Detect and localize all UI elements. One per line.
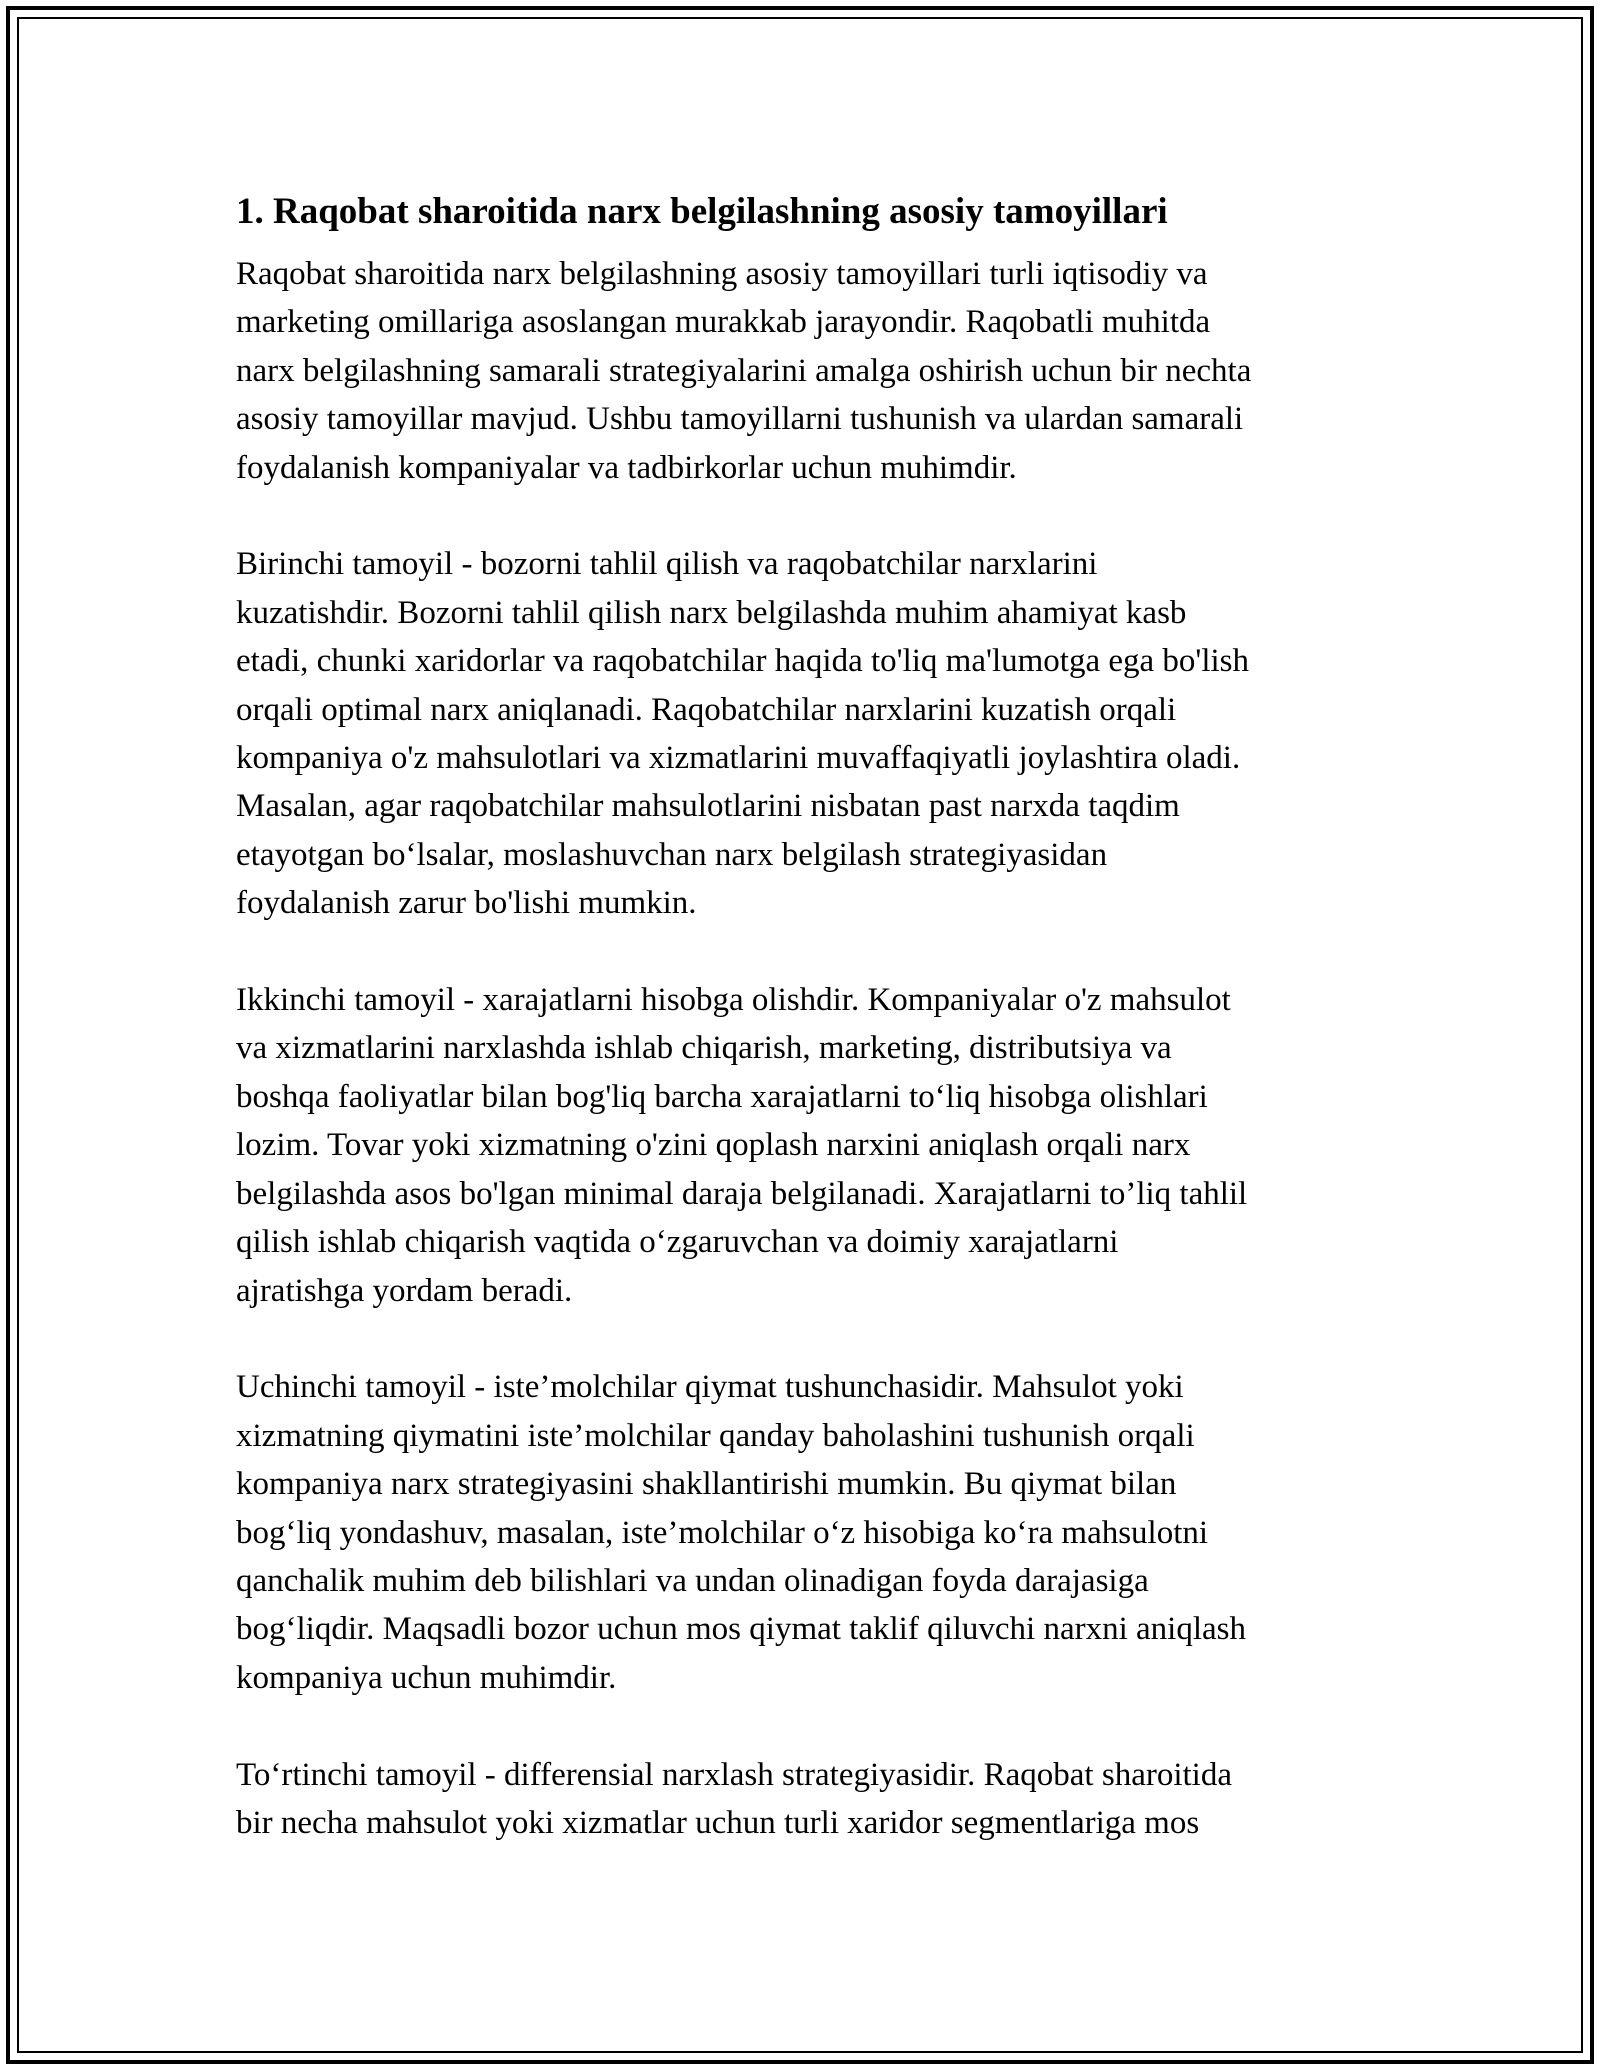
text-line: bog‘liq yondashuv, masalan, iste’molchilar o‘z hisobiga ko‘ra mahsulotni xyxy=(236,1514,1209,1551)
paragraph-first-principle xyxy=(236,540,1366,927)
text-line: kompaniya narx strategiyasini shakllantirishi mumkin. Bu qiymat bilan xyxy=(236,1466,1177,1503)
text-line: bog‘liqdir. Maqsadli bozor uchun mos qiymat taklif qiluvchi narxni aniqlash xyxy=(236,1611,1246,1648)
text-line: narx belgilashning samarali strategiyalarini amalga oshirish uchun bir nechta xyxy=(236,352,1252,389)
text-line: asosiy tamoyillar mavjud. Ushbu tamoyillarni tushunish va ulardan samarali xyxy=(236,401,1244,438)
paragraph-fourth-principle xyxy=(236,1751,1366,1848)
text-line: qilish ishlab chiqarish vaqtida o‘zgaruvchan va doimiy xarajatlarni xyxy=(236,1224,1119,1261)
text-line: Uchinchi tamoyil - iste’molchilar qiymat tushunchasidir. Mahsulot yoki xyxy=(236,1369,1184,1406)
text-line: lozim. Tovar yoki xizmatning o'zini qoplash narxini aniqlash orqali narx xyxy=(236,1127,1191,1164)
paragraph-third-principle xyxy=(236,1363,1366,1702)
text-line: orqali optimal narx aniqlanadi. Raqobatchilar narxlarini kuzatish orqali xyxy=(236,691,1177,728)
section-heading: 1. Raqobat sharoitida narx belgilashning asosiy tamoyillari xyxy=(236,191,1168,232)
text-line: kompaniya uchun muhimdir. xyxy=(236,1659,617,1696)
text-line: Raqobat sharoitida narx belgilashning asosiy tamoyillari turli iqtisodiy va xyxy=(236,256,1208,292)
text-line: foydalanish zarur bo'lishi mumkin. xyxy=(236,885,697,922)
document-body xyxy=(236,186,1366,1896)
text-line: ajratishga yordam beradi. xyxy=(236,1272,573,1309)
text-line: etayotgan bo‘lsalar, moslashuvchan narx belgilash strategiyasidan xyxy=(236,836,1108,873)
paragraph-second-principle xyxy=(236,976,1366,1315)
text-line: va xizmatlarini narxlashda ishlab chiqarish, marketing, distributsiya va xyxy=(236,1030,1172,1067)
text-line: xizmatning qiymatini iste’molchilar qanday baholashini tushunish orqali xyxy=(236,1417,1195,1454)
text-line: Birinchi tamoyil - bozorni tahlil qilish va raqobatchilar narxlarini xyxy=(236,546,1098,583)
text-line: etadi, chunki xaridorlar va raqobatchilar haqida to'liq ma'lumotga ega bo'lish xyxy=(236,643,1250,680)
text-line: Masalan, agar raqobatchilar mahsulotlarini nisbatan past narxda taqdim xyxy=(236,788,1180,825)
text-line: belgilashda asos bo'lgan minimal daraja belgilanadi. Xarajatlarni to’liq tahlil xyxy=(236,1175,1248,1212)
text-line: kuzatishdir. Bozorni tahlil qilish narx belgilashda muhim ahamiyat kasb xyxy=(236,594,1187,631)
text-line: qanchalik muhim deb bilishlari va undan olinadigan foyda darajasiga xyxy=(236,1562,1149,1599)
text-line: kompaniya o'z mahsulotlari va xizmatlarini muvaffaqiyatli joylashtira oladi. xyxy=(236,740,1241,777)
text-line: To‘rtinchi tamoyil - differensial narxlash strategiyasidir. Raqobat sharoitida xyxy=(236,1756,1232,1793)
text-line: bir necha mahsulot yoki xizmatlar uchun turli xaridor segmentlariga mos xyxy=(236,1804,1200,1841)
paragraph-intro xyxy=(236,250,1366,492)
text-line: Ikkinchi tamoyil - xarajatlarni hisobga olishdir. Kompaniyalar o'z mahsulot xyxy=(236,982,1231,1019)
text-line: foydalanish kompaniyalar va tadbirkorlar uchun muhimdir. xyxy=(236,449,1017,486)
text-line: boshqa faoliyatlar bilan bog'liq barcha xarajatlarni to‘liq hisobga olishlari xyxy=(236,1078,1208,1115)
text-line: marketing omillariga asoslangan murakkab jarayondir. Raqobatli muhitda xyxy=(236,304,1211,341)
